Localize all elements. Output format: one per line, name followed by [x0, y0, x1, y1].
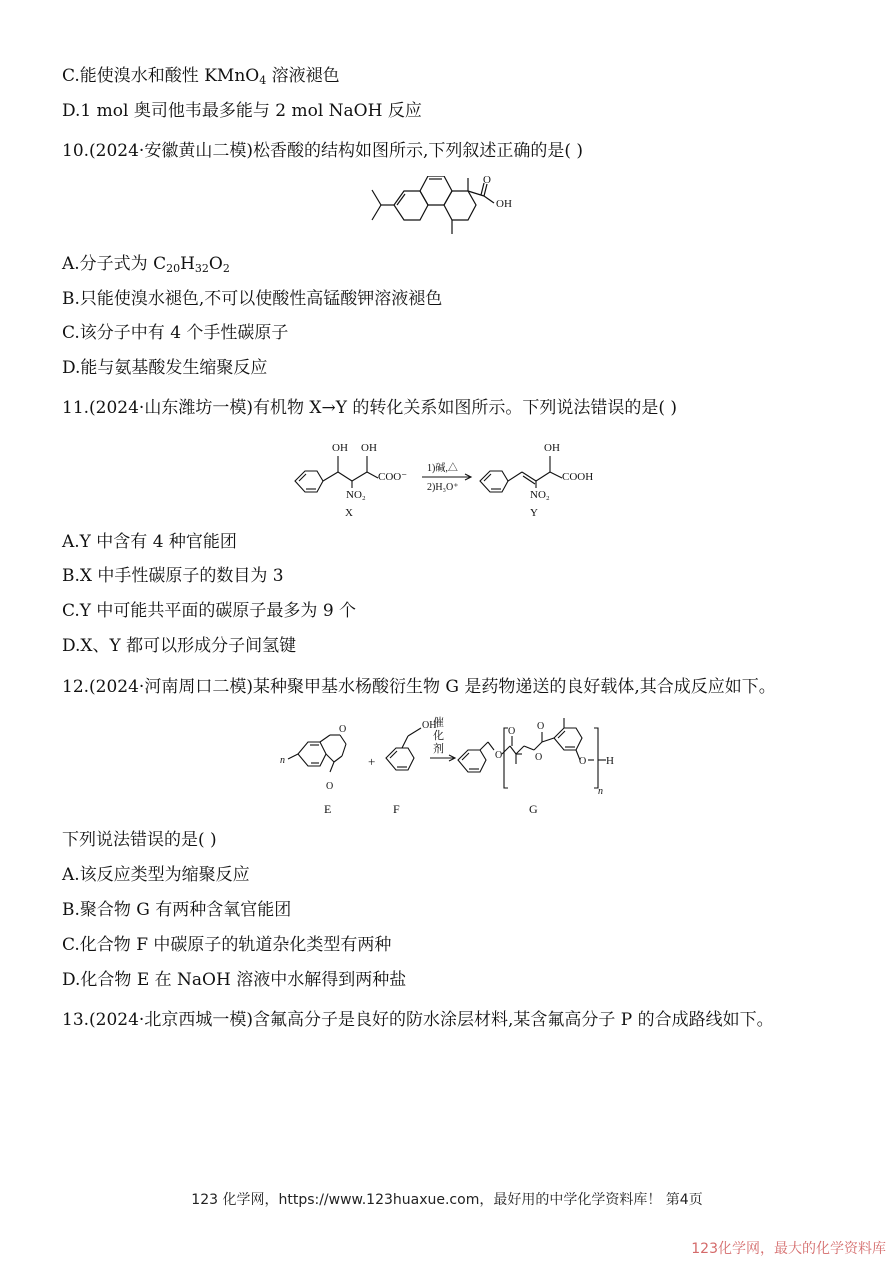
label-f: F: [393, 802, 400, 816]
catalyst-1: 催: [433, 717, 444, 729]
y-oh: OH: [544, 442, 560, 454]
g-o-1: O: [495, 750, 503, 761]
label-g: G: [529, 802, 538, 816]
f-oh: OH: [422, 720, 437, 731]
fig-o-label: O: [483, 176, 491, 186]
catalyst-2: 化: [433, 730, 444, 742]
q13-stem: 13.(2024·北京西城一模)含氟高分子是良好的防水涂层材料,某含氟高分子 P 的合成路线如下。: [62, 1010, 774, 1030]
q11-option-b: B.X 中手性碳原子的数目为 3: [62, 566, 284, 586]
q10-option-d: D.能与氨基酸发生缩聚反应: [62, 358, 268, 378]
g-o-2: O: [508, 726, 516, 737]
x-coo-minus: COO⁻: [378, 471, 408, 483]
q11-stem: 11.(2024·山东潍坊一模)有机物 X→Y 的转化关系如图所示。下列说法错误的是( ): [62, 398, 678, 418]
g-o-4: O: [537, 721, 545, 732]
e-o-2: O: [326, 781, 334, 792]
g-h-end: H: [606, 755, 614, 767]
x-no2: NO₂: [346, 489, 366, 501]
label-y: Y: [530, 507, 538, 519]
abietic-acid-structure: [366, 176, 536, 246]
plus-sign: +: [368, 754, 376, 769]
page-footer: 123 化学网，https://www.123huaxue.com，最好用的中学化学资料库！ 第4页: [191, 1192, 703, 1208]
label-x: X: [345, 507, 353, 519]
reaction-condition-2: 2)H₃O⁺: [427, 482, 459, 493]
g-o-3: O: [535, 752, 543, 763]
g-n-label: n: [598, 786, 603, 797]
q11-option-a: A.Y 中含有 4 种官能团: [62, 532, 237, 552]
q9-option-d: D.1 mol 奥司他韦最多能与 2 mol NaOH 反应: [62, 101, 422, 121]
site-watermark: 123化学网，最大的化学资料库: [691, 1241, 886, 1257]
q10-option-c: C.该分子中有 4 个手性碳原子: [62, 323, 289, 343]
e-n-label: n: [280, 755, 285, 766]
q12-stem: 12.(2024·河南周口二模)某种聚甲基水杨酸衍生物 G 是药物递送的良好载体,其合成反应如下。: [62, 677, 776, 697]
x-to-y-reaction-scheme: [290, 436, 620, 520]
q12-option-a: A.该反应类型为缩聚反应: [62, 865, 250, 885]
q11-option-d: D.X、Y 都可以形成分子间氢键: [62, 636, 297, 656]
q12-sub-stem: 下列说法错误的是( ): [62, 830, 217, 850]
q11-option-c: C.Y 中可能共平面的碳原子最多为 9 个: [62, 601, 357, 621]
q10-option-b: B.只能使溴水褪色,不可以使酸性高锰酸钾溶液褪色: [62, 289, 443, 309]
fig-oh-label: OH: [496, 198, 512, 210]
e-o-1: O: [339, 724, 347, 735]
q9-option-c: C.能使溴水和酸性 KMnO$_4$ 溶液褪色: [62, 66, 340, 87]
y-cooh: COOH: [562, 471, 594, 483]
q10-stem: 10.(2024·安徽黄山二模)松香酸的结构如图所示,下列叙述正确的是( ): [62, 141, 584, 161]
g-o-5: O: [579, 756, 587, 767]
label-e: E: [324, 802, 332, 816]
reaction-condition-1: 1)碱,△: [427, 463, 458, 474]
q12-option-c: C.化合物 F 中碳原子的轨道杂化类型有两种: [62, 935, 392, 955]
q10-option-a: A.分子式为 $C_{20}H_{32}O_2$: [62, 254, 230, 275]
q12-option-b: B.聚合物 G 有两种含氧官能团: [62, 900, 292, 920]
x-oh-1: OH: [332, 442, 348, 454]
q12-option-d: D.化合物 E 在 NaOH 溶液中水解得到两种盐: [62, 970, 407, 990]
y-no2: NO₂: [530, 489, 550, 501]
catalyst-3: 剂: [433, 743, 444, 755]
x-oh-2: OH: [361, 442, 377, 454]
polymer-synthesis-scheme: [278, 714, 618, 820]
